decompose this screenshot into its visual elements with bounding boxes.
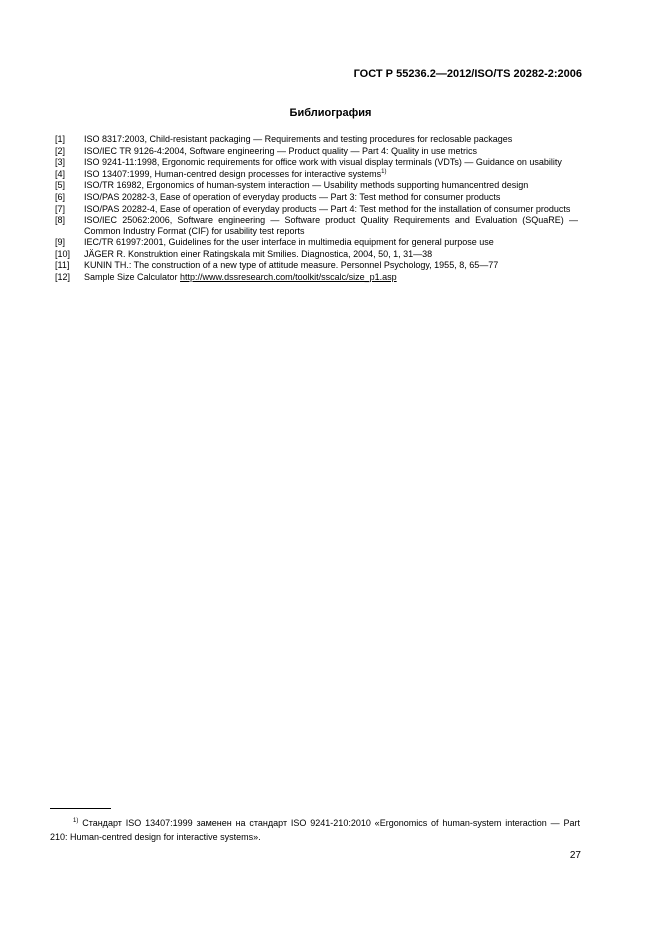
entry-text: ISO 8317:2003, Child-resistant packaging — Requirements and testing procedures for reclosable packages [84, 134, 513, 144]
bibliography-entry [55, 249, 578, 259]
footnote-reference[interactable]: 1) [381, 168, 387, 175]
footnote-mark: 1) [73, 818, 79, 824]
bibliography-entry [55, 237, 578, 247]
entry-text: ISO/TR 16982, Ergonomics of human-system interaction — Usability methods supporting humancentred design [84, 180, 529, 191]
entry-text: ISO 13407:1999, Human-centred design processes for interactive systems [84, 168, 382, 179]
entry-number: [9] [55, 237, 66, 248]
entry-text: ISO 9241-11:1998, Ergonomic requirements for office work with visual display terminals (VDTs) — Guidance on usability [84, 157, 562, 168]
bibliography-list [55, 134, 578, 284]
entry-text: ISO/PAS 20282-4, Ease of operation of everyday products — Part 4: Test method for the installation of consumer products [84, 203, 571, 214]
page-number: 27 [569, 850, 581, 861]
entry-number: [5] [55, 180, 66, 191]
bibliography-entry [55, 134, 578, 144]
entry-number: [2] [55, 145, 66, 156]
footnote-text: Стандарт ISO 13407:1999 заменен на стандарт ISO 9241-210:2010 «Ergonomics of human-system interaction — Part 210: Human-centred design for interactive systems». [50, 818, 580, 842]
calculator-link[interactable]: http://www.dssresearch.com/toolkit/sscalc/size_p1.asp [180, 271, 397, 282]
entry-text: Sample Size Calculator [84, 271, 181, 282]
bibliography-entry [55, 272, 578, 282]
entry-number: [6] [55, 191, 66, 202]
entry-number: [8] [55, 215, 66, 226]
entry-number: [4] [55, 168, 66, 179]
entry-number: [7] [55, 203, 66, 214]
entry-text: ISO/IEC TR 9126-4:2004, Software engineering — Product quality — Part 4: Quality in use metrics [84, 145, 478, 156]
bibliography-entry [55, 146, 578, 156]
entry-number: [12] [55, 271, 71, 282]
bibliography-entry [55, 192, 578, 202]
entry-text: JÄGER R. Konstruktion einer Ratingskala mit Smilies. Diagnostica, 2004, 50, 1, 31—38 [84, 248, 433, 259]
bibliography-entry [55, 260, 578, 270]
bibliography-entry [55, 215, 578, 236]
entry-text: ISO/PAS 20282-3, Ease of operation of everyday products — Part 3: Test method for consumer products [84, 191, 501, 202]
entry-text: KUNIN TH.: The construction of a new type of attitude measure. Personnel Psychology, 1955, 8, 65—77 [84, 260, 499, 271]
entry-text: IEC/TR 61997:2001, Guidelines for the user interface in multimedia equipment for general purpose use [84, 237, 494, 248]
entry-number: [11] [55, 260, 70, 271]
entry-text-with-link [84, 272, 578, 282]
section-title: Библиография [289, 107, 372, 119]
footnote [50, 816, 580, 844]
footnote-divider [50, 808, 111, 809]
bibliography-entry [55, 204, 578, 214]
entry-number: [3] [55, 157, 66, 168]
bibliography-entry [55, 157, 578, 167]
bibliography-entry [55, 180, 578, 190]
bibliography-entry [55, 169, 578, 179]
document-header: ГОСТ Р 55236.2—2012/ISO/TS 20282-2:2006 [353, 68, 582, 80]
entry-number: [1] [55, 134, 66, 144]
entry-number: [10] [55, 248, 71, 259]
entry-text-with-footnote [84, 169, 578, 179]
entry-text: ISO/IEC 25062:2006, Software engineering — Software product Quality Requirements and Evaluation (SQuaRE) — Common Industry Format (CIF) for usability test reports [84, 215, 578, 236]
